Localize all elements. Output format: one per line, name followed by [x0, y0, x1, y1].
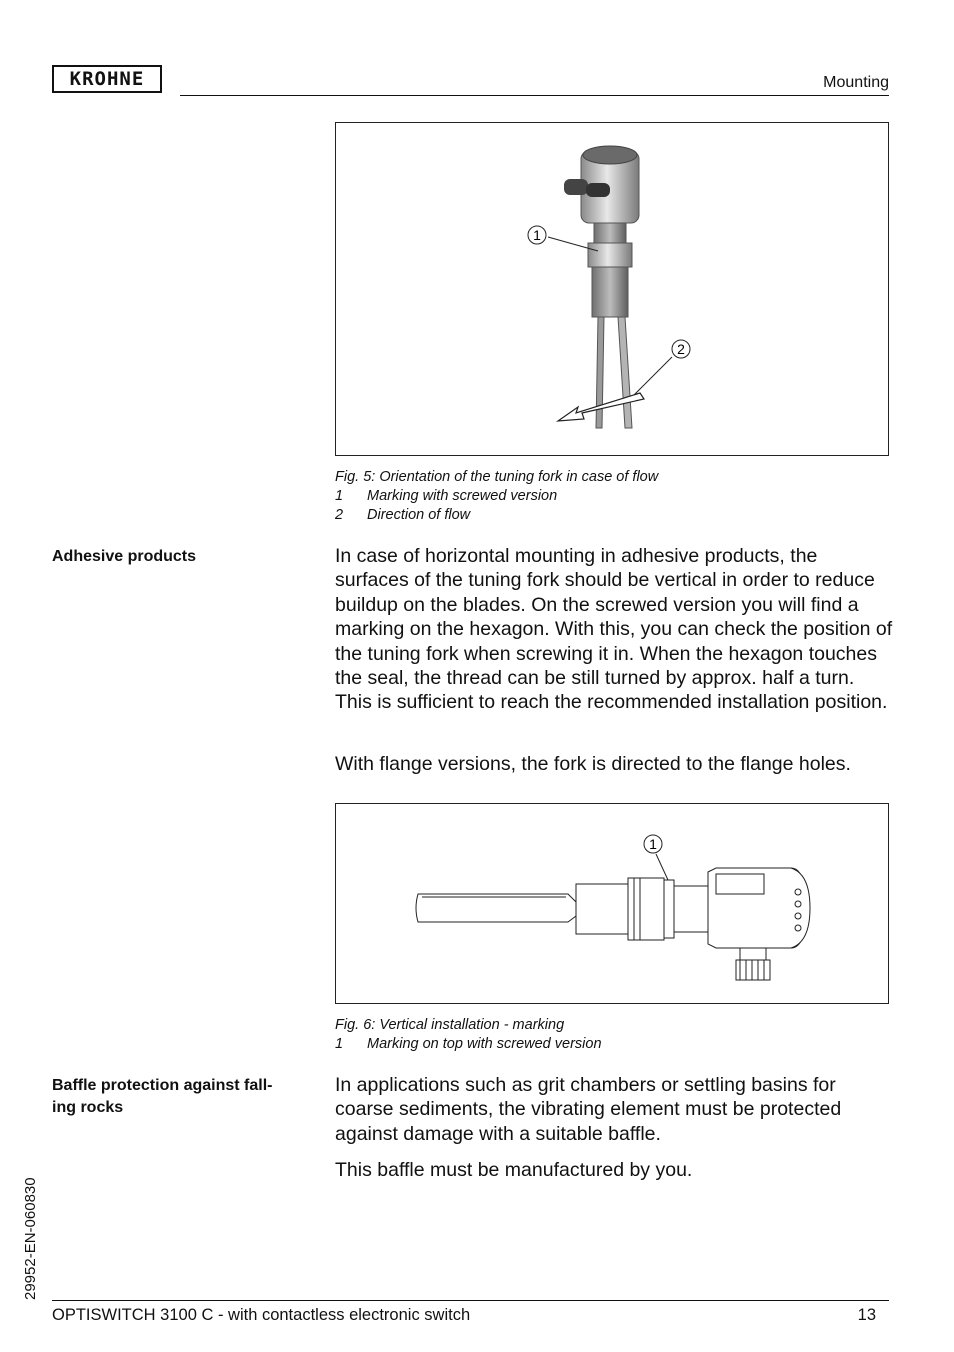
figure-6-callouts [336, 804, 888, 1003]
callout-1-label: 1 [649, 836, 657, 852]
caption-item-number: 2 [335, 507, 344, 523]
baffle-heading-line-1: Baffle protection against fall- [52, 1077, 273, 1094]
krohne-logo [52, 65, 162, 93]
baffle-paragraph-2: This baffle must be manufactured by you. [335, 1159, 693, 1181]
adhesive-products-heading: Adhesive products [52, 548, 197, 565]
footer-product-name: OPTISWITCH 3100 C - with contactless electronic switch [52, 1306, 471, 1324]
adhesive-paragraph-2: With flange versions, the fork is directed to the flange holes. [335, 753, 851, 775]
header-rule [180, 95, 889, 96]
document-id: 29952-EN-060830 [22, 1177, 39, 1300]
caption-item-text: Marking with screwed version [367, 488, 558, 504]
caption-item [335, 1035, 602, 1054]
figure-5-box [335, 122, 889, 456]
page-number: 13 [857, 1306, 876, 1324]
callout-1-label: 1 [533, 227, 541, 243]
figure-6-caption [335, 1016, 602, 1054]
adhesive-paragraph-1: In case of horizontal mounting in adhesive products, the surfaces of the tuning fork should be vertical in order to reduce buildup on the blades. On the screwed version you will find a marking on the hexagon. With this, you can check the position of the tuning fork when screwing it in. When the hexagon touches the seal, the thread can be still turned by approx. half a turn. This is sufficient to reach the recommended installation position. [335, 545, 893, 714]
figure-5-caption-title: Fig. 5: Orientation of the tuning fork in case of flow [335, 469, 659, 485]
figure-6-caption-title: Fig. 6: Vertical installation - marking [335, 1017, 565, 1033]
callout-2-label: 2 [677, 341, 685, 357]
figure-5-caption [335, 468, 658, 525]
caption-item-number: 1 [335, 488, 344, 504]
caption-item-number: 1 [335, 1036, 344, 1052]
caption-item [335, 506, 658, 525]
caption-item [335, 487, 658, 506]
caption-item-text: Marking on top with screwed version [367, 1036, 602, 1052]
caption-item-text: Direction of flow [367, 507, 471, 523]
baffle-heading-line-2: ing rocks [52, 1099, 124, 1116]
section-title: Mounting [823, 74, 889, 91]
baffle-protection-heading [52, 1075, 312, 1119]
baffle-paragraph-1: In applications such as grit chambers or settling basins for coarse sediments, the vibrating element must be protected against damage with a suitable baffle. [335, 1074, 842, 1145]
logo-text: KROHNE [69, 67, 145, 90]
footer-rule [52, 1300, 889, 1301]
figure-6-box [335, 803, 889, 1004]
figure-5-callouts [336, 123, 888, 455]
